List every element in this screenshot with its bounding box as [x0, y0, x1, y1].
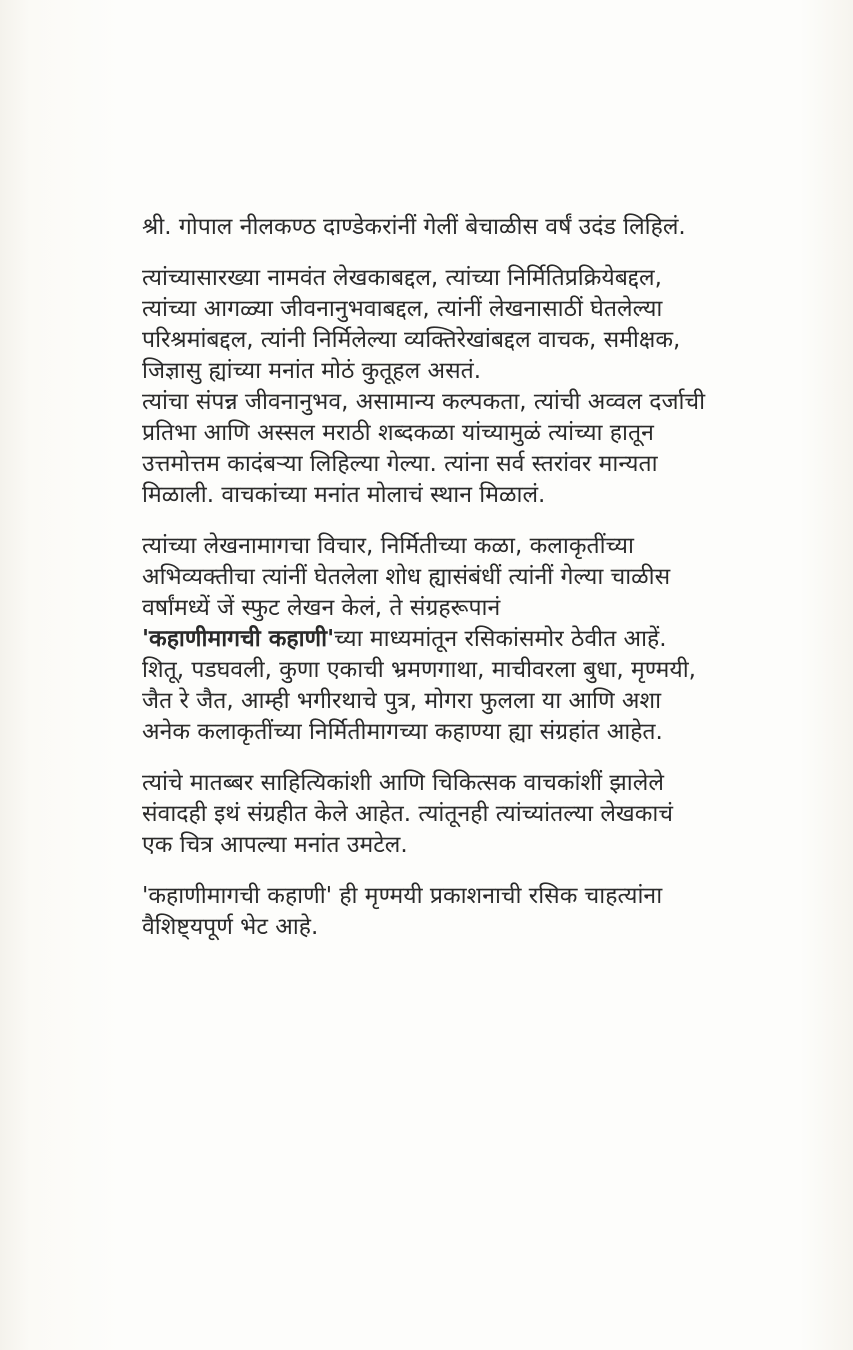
text-line: संवादही इथं संग्रहीत केले आहेत. त्यांतूनही त्यांच्यांतल्या लेखकाचं: [142, 801, 673, 827]
text-line: जैत रे जैत, आम्ही भगीरथाचे पुत्र, मोगरा फुलला या आणि अशा: [142, 688, 662, 714]
text-line: जिज्ञासु ह्यांच्या मनांत मोठं कुतूहल असतं.: [142, 358, 482, 384]
book-title: 'कहाणीमागची कहाणी': [142, 626, 335, 652]
text-line: त्यांच्या आगळ्या जीवनानुभवाबद्दल, त्यांनीं लेखनासाठीं घेतलेल्या: [142, 296, 663, 322]
paragraph-dialogues: [142, 768, 782, 861]
text-line: 'कहाणीमागची कहाणी' ही मृण्मयी प्रकाशनाची रसिक चाहत्यांना: [142, 883, 663, 909]
paragraph-curiosity: [142, 263, 782, 387]
text-line: अनेक कलाकृतींच्या निर्मितीमागच्या कहाण्या ह्या संग्रहांत आहेत.: [142, 719, 663, 745]
text-line: मिळाली. वाचकांच्या मनांत मोलाचं स्थान मिळालं.: [142, 482, 546, 508]
text-line: त्यांच्यासारख्या नामवंत लेखकाबद्दल, त्यांच्या निर्मितिप्रक्रियेबद्दल,: [142, 265, 662, 291]
text-line: प्रतिभा आणि अस्सल मराठी शब्दकळा यांच्यामुळं त्यांच्या हातून: [142, 420, 654, 446]
title-suffix: च्या माध्यमांतून रसिकांसमोर ठेवीत आहें.: [334, 626, 667, 652]
text-line: एक चित्र आपल्या मनांत उमटेल.: [142, 832, 408, 858]
text-line: शितू, पडघवली, कुणा एकाची भ्रमणगाथा, माचीवरला बुधा, मृण्मयी,: [142, 657, 696, 683]
text-line: वर्षांमध्यें जें स्फुट लेखन केलं, ते संग्रहरूपानं: [142, 595, 501, 621]
text-line: वैशिष्ट्यपूर्ण भेट आहे.: [142, 914, 319, 940]
text-line: त्यांच्या लेखनामागचा विचार, निर्मितीच्या कळा, कलाकृतींच्या: [142, 533, 634, 559]
blurb-text: [142, 212, 782, 963]
title-line: [142, 624, 782, 655]
text-line: उत्तमोत्तम कादंबऱ्या लिहिल्या गेल्या. त्यांना सर्व स्तरांवर मान्यता: [142, 451, 658, 477]
text-line: श्री. गोपाल नीलकण्ठ दाण्डेकरांनीं गेलीं बेचाळीस वर्षं उदंड लिहिलं.: [142, 214, 686, 240]
text-line: त्यांचा संपन्न जीवनानुभव, असामान्य कल्पकता, त्यांची अव्वल दर्जाची: [142, 389, 706, 415]
paragraph-intro: [142, 212, 782, 243]
text-line: परिश्रमांबद्दल, त्यांनी निर्मिलेल्या व्यक्तिरेखांबद्दल वाचक, समीक्षक,: [142, 327, 681, 353]
paragraph-talent: [142, 387, 782, 511]
text-line: अभिव्यक्तीचा त्यांनीं घेतलेला शोध ह्यासंबंधीं त्यांनीं गेल्या चाळीस: [142, 564, 671, 590]
paragraph-publisher: [142, 881, 782, 943]
paragraph-collection: [142, 531, 782, 748]
text-line: त्यांचे मातब्बर साहित्यिकांशी आणि चिकित्सक वाचकांशीं झालेले: [142, 770, 664, 796]
